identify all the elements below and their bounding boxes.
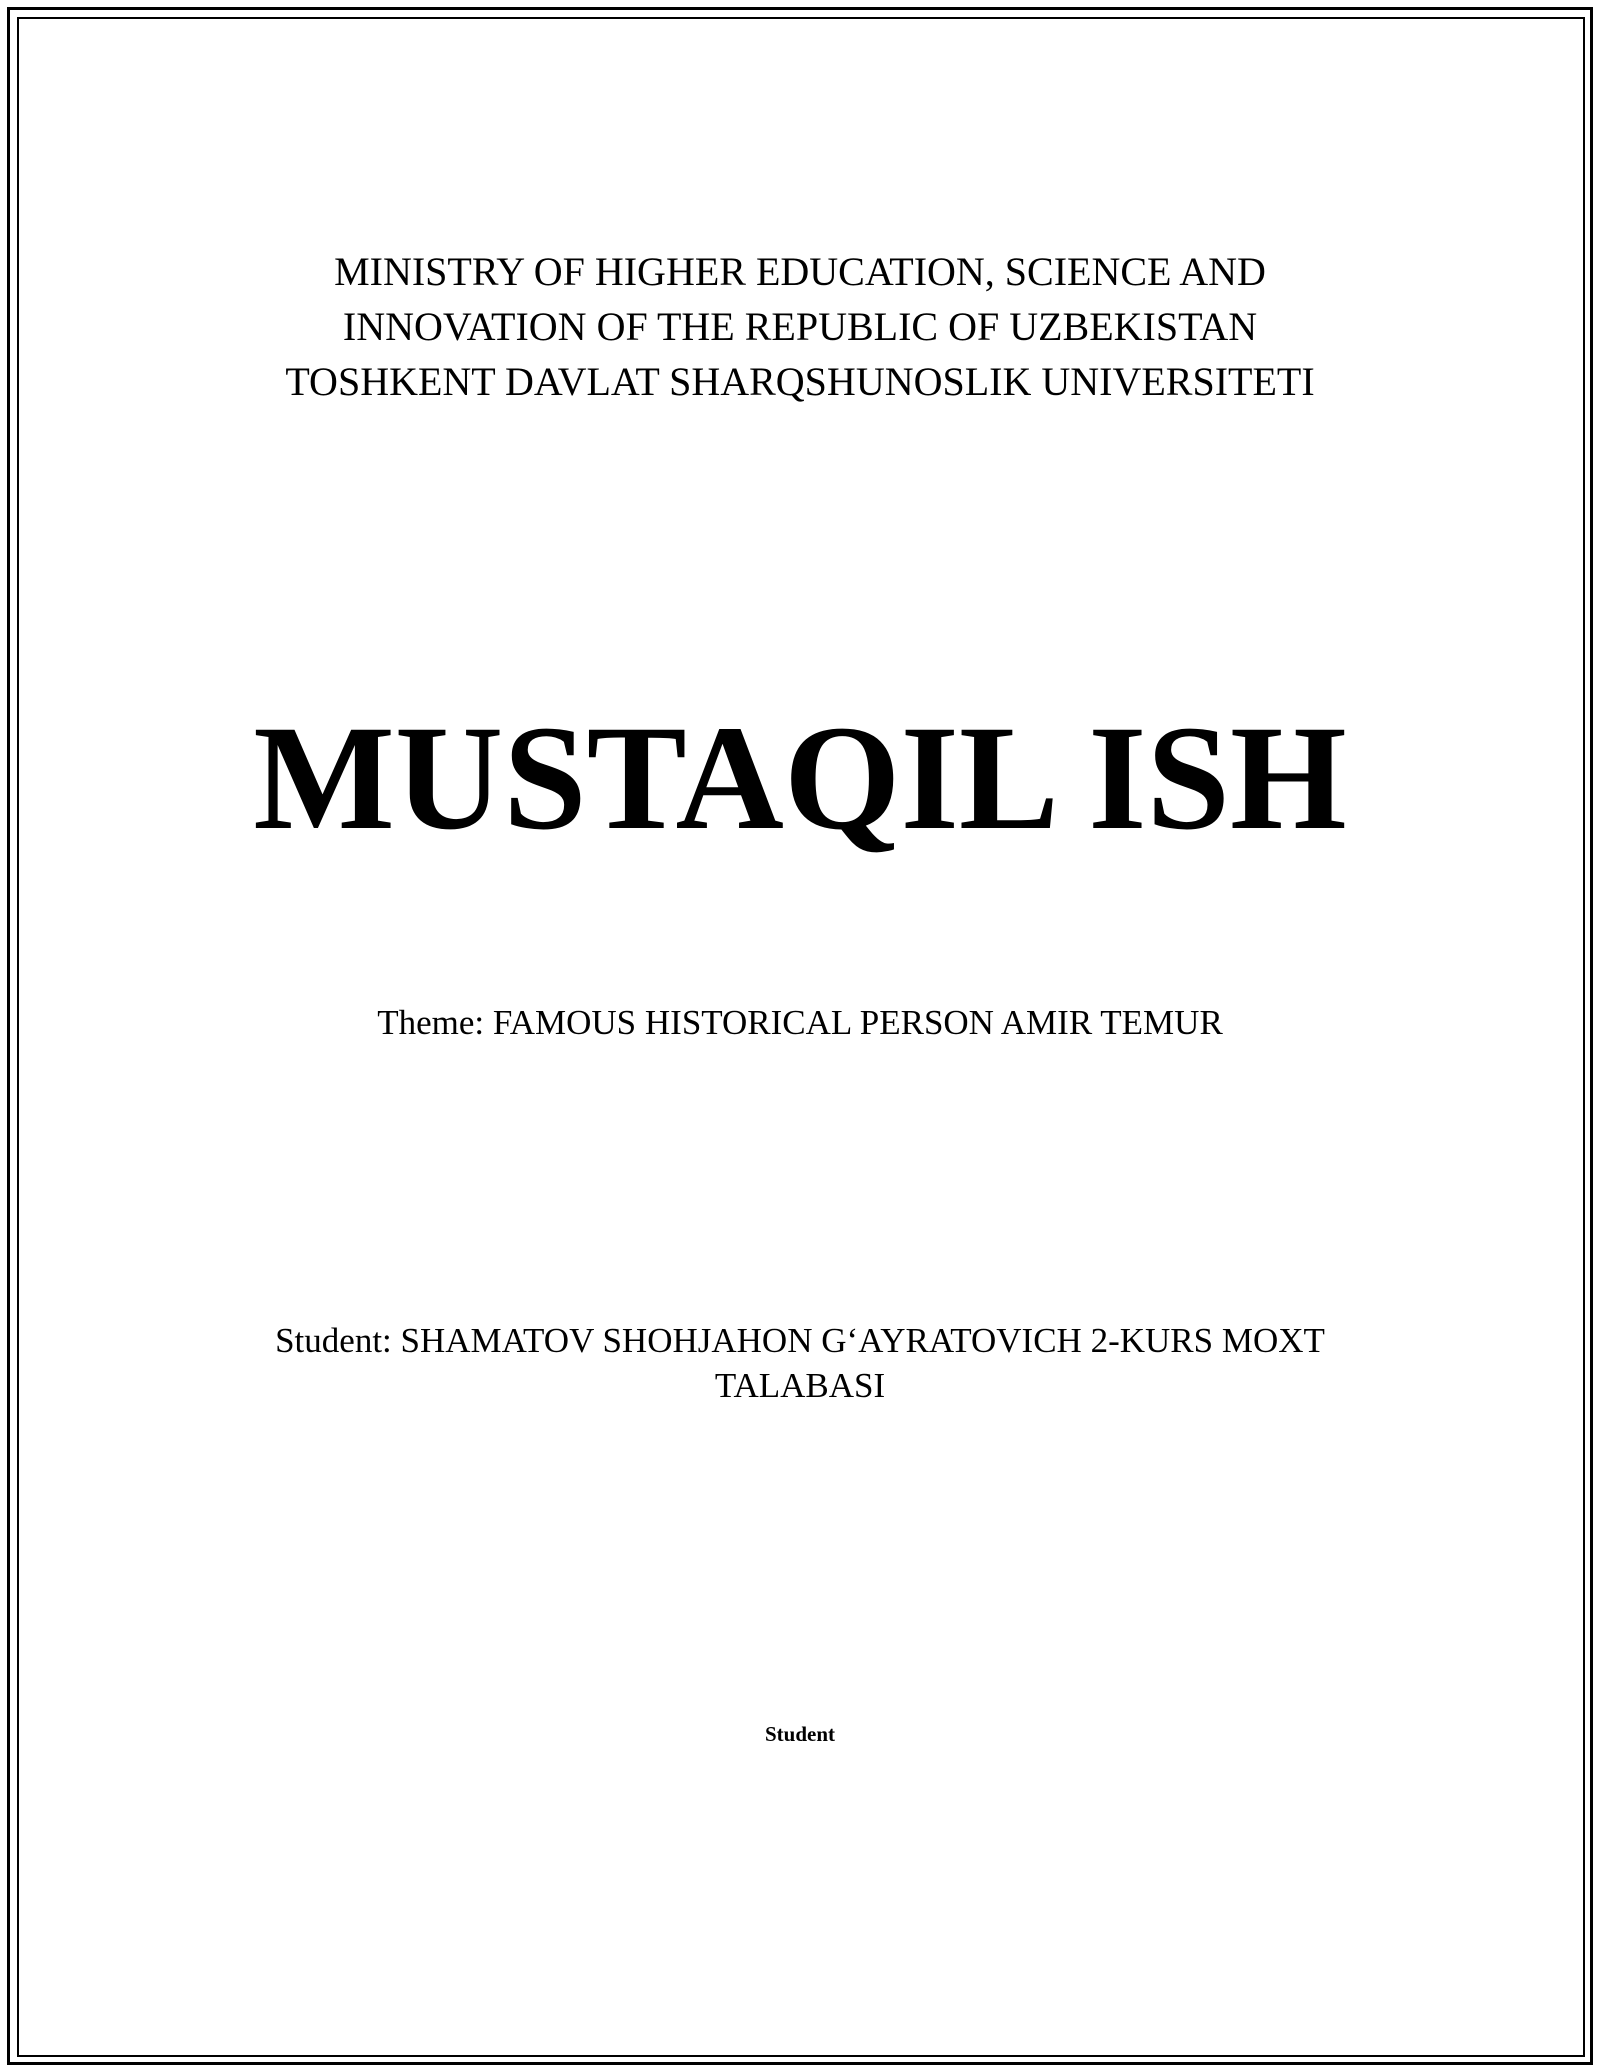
document-title: MUSTAQIL ISH: [253, 695, 1347, 861]
student-label: Student: [764, 1722, 836, 1746]
header-line-university: TOSHKENT DAVLAT SHARQSHUNOSLIK UNIVERSITETI: [285, 359, 1315, 404]
theme-line: Theme: FAMOUS HISTORICAL PERSON AMIR TEMUR: [377, 1003, 1223, 1042]
student-info: Student: SHAMATOV SHOHJAHON G‘AYRATOVICH 2-KURS MOXT TALABASI: [275, 1321, 1325, 1405]
institution-header: [0, 244, 1600, 409]
header-line-republic: INNOVATION OF THE REPUBLIC OF UZBEKISTAN: [342, 304, 1258, 349]
header-line-ministry: MINISTRY OF HIGHER EDUCATION, SCIENCE AND: [334, 249, 1266, 294]
